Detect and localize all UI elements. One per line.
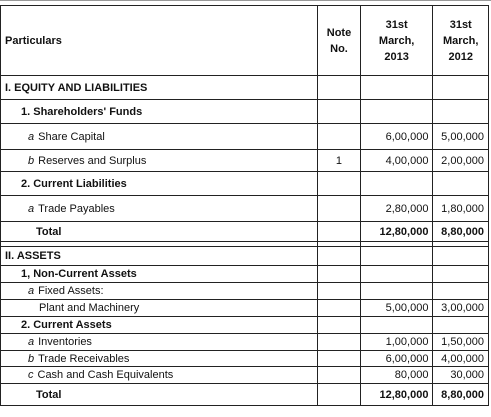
subheading: 2. Current Liabilities xyxy=(1,172,318,196)
subheading-row xyxy=(1,317,489,334)
subheading: 1. Shareholders' Funds xyxy=(1,100,318,124)
total-row: Total 12,80,000 8,80,000 xyxy=(1,222,489,242)
table-row: b Reserves and Surplus 1 4,00,000 2,00,000 xyxy=(1,150,489,172)
subheading-row xyxy=(1,100,489,124)
table-row: b Trade Receivables 6,00,000 4,00,000 xyxy=(1,351,489,367)
header-2013: 31st March, 2013 xyxy=(360,6,433,76)
assets-heading-row xyxy=(1,247,489,266)
section-heading: I. EQUITY AND LIABILITIES xyxy=(1,76,318,100)
top-rule xyxy=(0,0,491,1)
subheading: 1, Non-Current Assets xyxy=(1,266,318,283)
header-particulars: Particulars xyxy=(1,6,318,76)
table-row: c Cash and Cash Equivalents 80,000 30,000 xyxy=(1,367,489,384)
table-row: a Trade Payables 2,80,000 1,80,000 xyxy=(1,196,489,222)
subheading-row xyxy=(1,172,489,196)
table-row: Plant and Machinery 5,00,000 3,00,000 xyxy=(1,300,489,317)
subheading-row xyxy=(1,266,489,283)
table-row: a Fixed Assets: xyxy=(1,283,489,300)
header-row xyxy=(1,6,489,76)
section-heading: II. ASSETS xyxy=(1,247,318,266)
balance-sheet-table xyxy=(0,5,489,406)
header-note: Note No. xyxy=(318,6,361,76)
header-2012: 31st March, 2012 xyxy=(433,6,489,76)
subheading: 2. Current Assets xyxy=(1,317,318,334)
table-row: a Share Capital 6,00,000 5,00,000 xyxy=(1,124,489,150)
equity-heading-row xyxy=(1,76,489,100)
table-row: a Inventories 1,00,000 1,50,000 xyxy=(1,334,489,351)
total-row: Total 12,80,000 8,80,000 xyxy=(1,384,489,406)
